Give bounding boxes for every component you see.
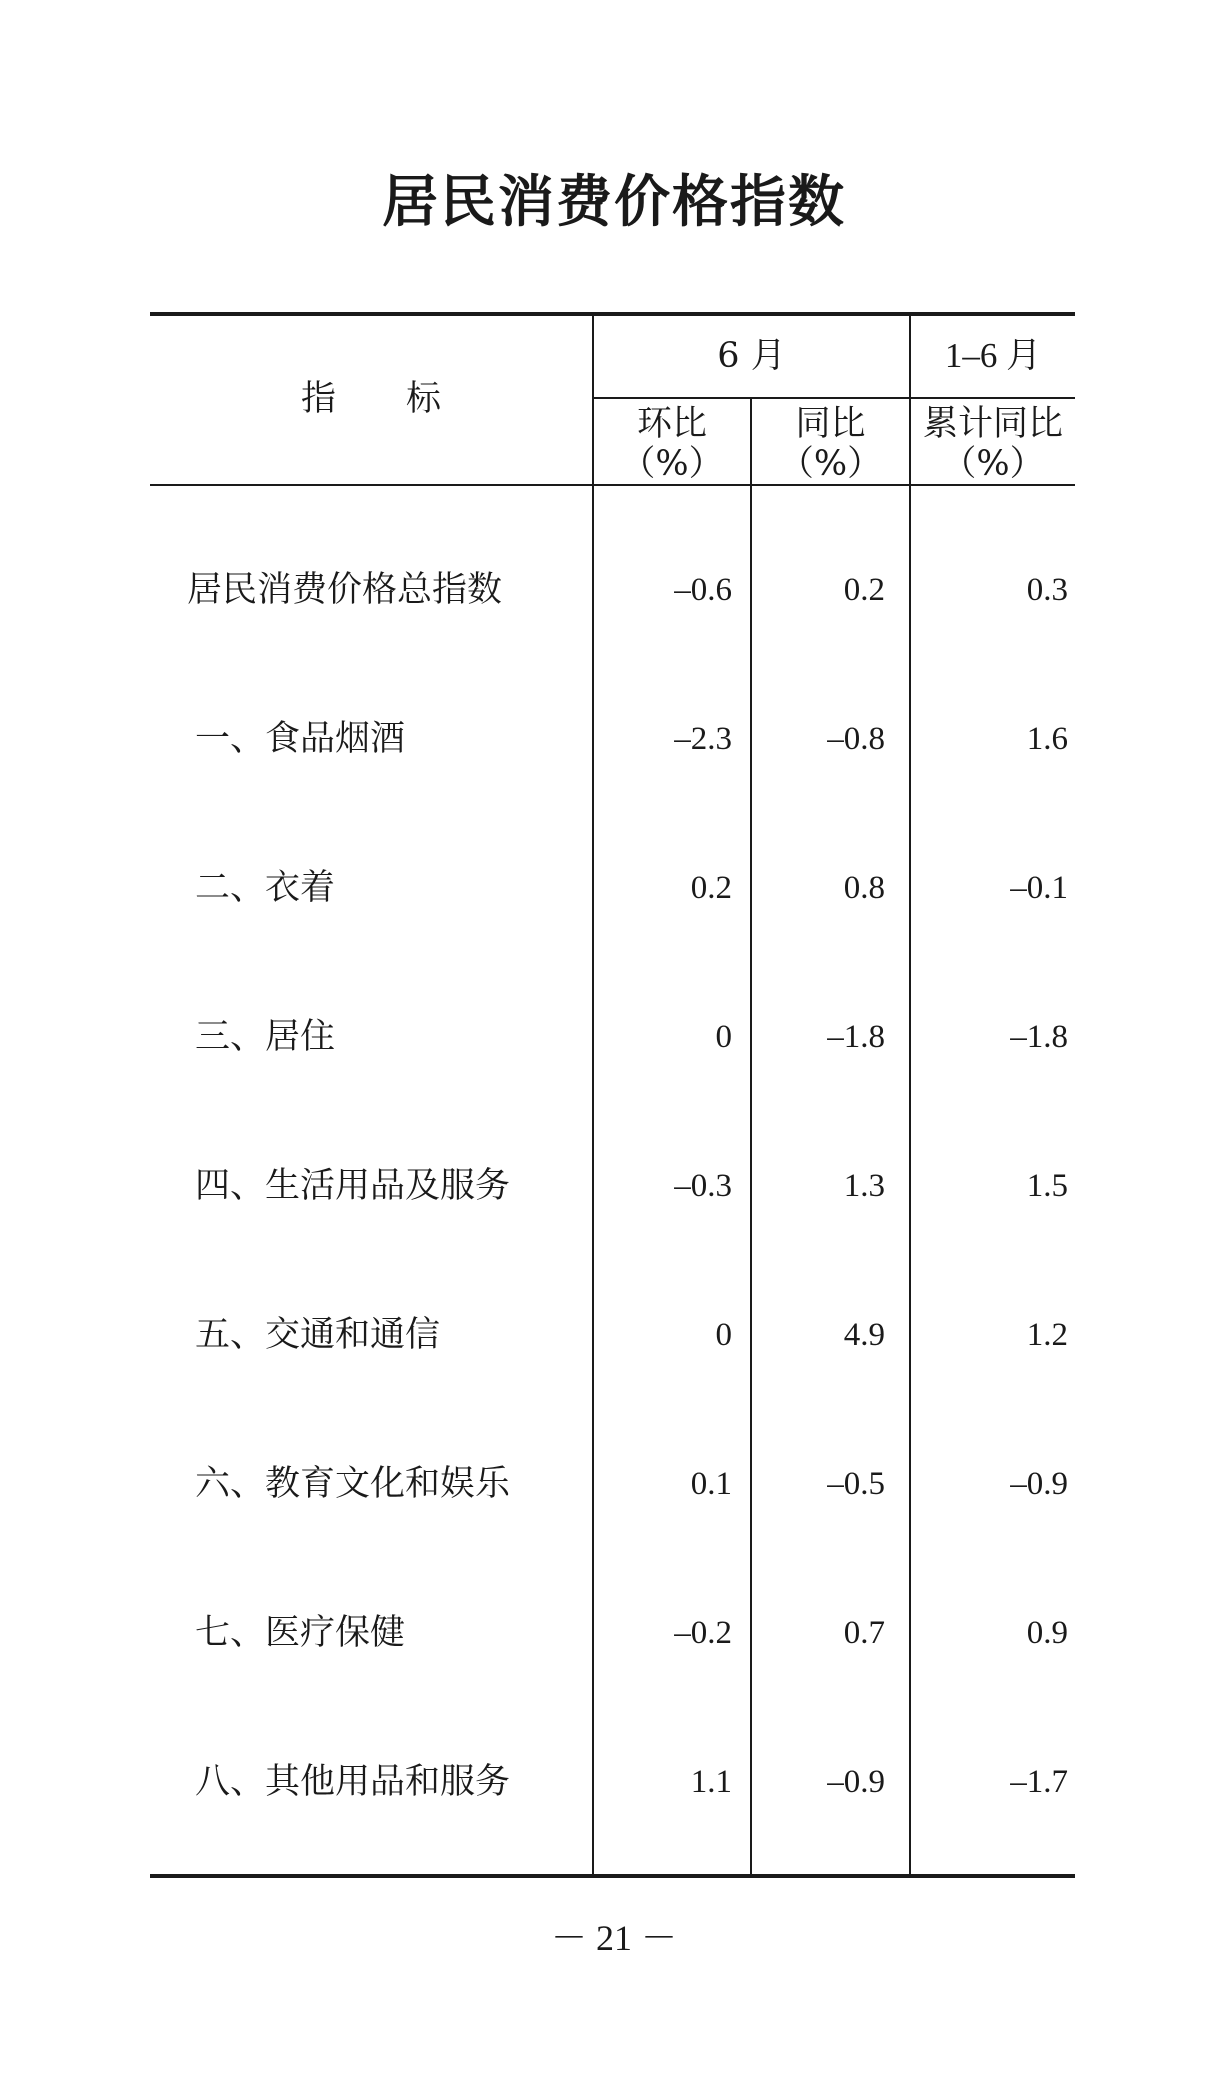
column-header-cumulative [911, 404, 1075, 484]
column-header-cumulative-label: 累计同比 [922, 404, 1063, 444]
row-label: 八、其他用品和服务 [195, 1762, 511, 1802]
cell-cumulative: 1.5 [1026, 1168, 1068, 1204]
header-bottom-rule [150, 484, 1075, 486]
column-header-mom-label: 环比 [636, 404, 707, 444]
column-header-yoy-unit: （%） [778, 444, 883, 484]
cell-cumulative: 0.3 [1026, 572, 1068, 608]
row-label: 三、居住 [195, 1017, 336, 1057]
cell-yoy: 0.7 [843, 1615, 885, 1651]
cell-mom: –0.2 [674, 1615, 732, 1651]
row-label: 六、教育文化和娱乐 [195, 1464, 511, 1504]
cell-cumulative: –0.1 [1010, 870, 1068, 906]
column-header-mom [594, 404, 750, 484]
page-number: － 21 － [550, 1918, 677, 1958]
cell-yoy: 0.8 [843, 870, 885, 906]
stub-header: 指 标 [300, 379, 441, 419]
cell-cumulative: –1.7 [1010, 1764, 1068, 1800]
row-label: 一、食品烟酒 [195, 719, 406, 759]
cell-mom: –0.3 [674, 1168, 732, 1204]
column-header-mom-unit: （%） [620, 444, 724, 484]
cell-mom: 0 [715, 1317, 732, 1353]
column-header-yoy [752, 404, 909, 484]
cell-yoy: –0.9 [827, 1764, 885, 1800]
row-label: 二、衣着 [195, 868, 336, 908]
row-label: 七、医疗保健 [195, 1613, 406, 1653]
group-header-cumulative: 1–6 月 [944, 336, 1042, 375]
cell-yoy: –0.8 [827, 721, 885, 757]
table-top-rule [150, 312, 1075, 316]
group-header-june: 6 月 [717, 336, 786, 376]
cell-cumulative: 1.6 [1026, 721, 1068, 757]
cell-mom: 1.1 [690, 1764, 732, 1800]
cell-yoy: –0.5 [827, 1466, 885, 1502]
cell-yoy: –1.8 [827, 1019, 885, 1055]
cell-cumulative: –1.8 [1010, 1019, 1068, 1055]
cell-yoy: 0.2 [843, 572, 885, 608]
table-bottom-rule [150, 1874, 1075, 1878]
cell-mom: 0 [715, 1019, 732, 1055]
column-header-cumulative-unit: （%） [941, 444, 1045, 484]
row-label: 四、生活用品及服务 [195, 1166, 511, 1206]
page-title: 居民消费价格指数 [382, 170, 846, 235]
column-header-yoy-label: 同比 [795, 404, 866, 444]
column-divider-mom-yoy [750, 398, 752, 1876]
row-label: 居民消费价格总指数 [187, 570, 503, 610]
cell-cumulative: –0.9 [1010, 1466, 1068, 1502]
cell-mom: –0.6 [674, 572, 732, 608]
row-label: 五、交通和通信 [195, 1315, 441, 1355]
cell-yoy: 4.9 [843, 1317, 885, 1353]
cell-yoy: 1.3 [843, 1168, 885, 1204]
cell-cumulative: 1.2 [1026, 1317, 1068, 1353]
cell-mom: 0.1 [690, 1466, 732, 1502]
header-group-divider [593, 397, 1075, 399]
cell-mom: –2.3 [674, 721, 732, 757]
cell-cumulative: 0.9 [1026, 1615, 1068, 1651]
cell-mom: 0.2 [690, 870, 732, 906]
